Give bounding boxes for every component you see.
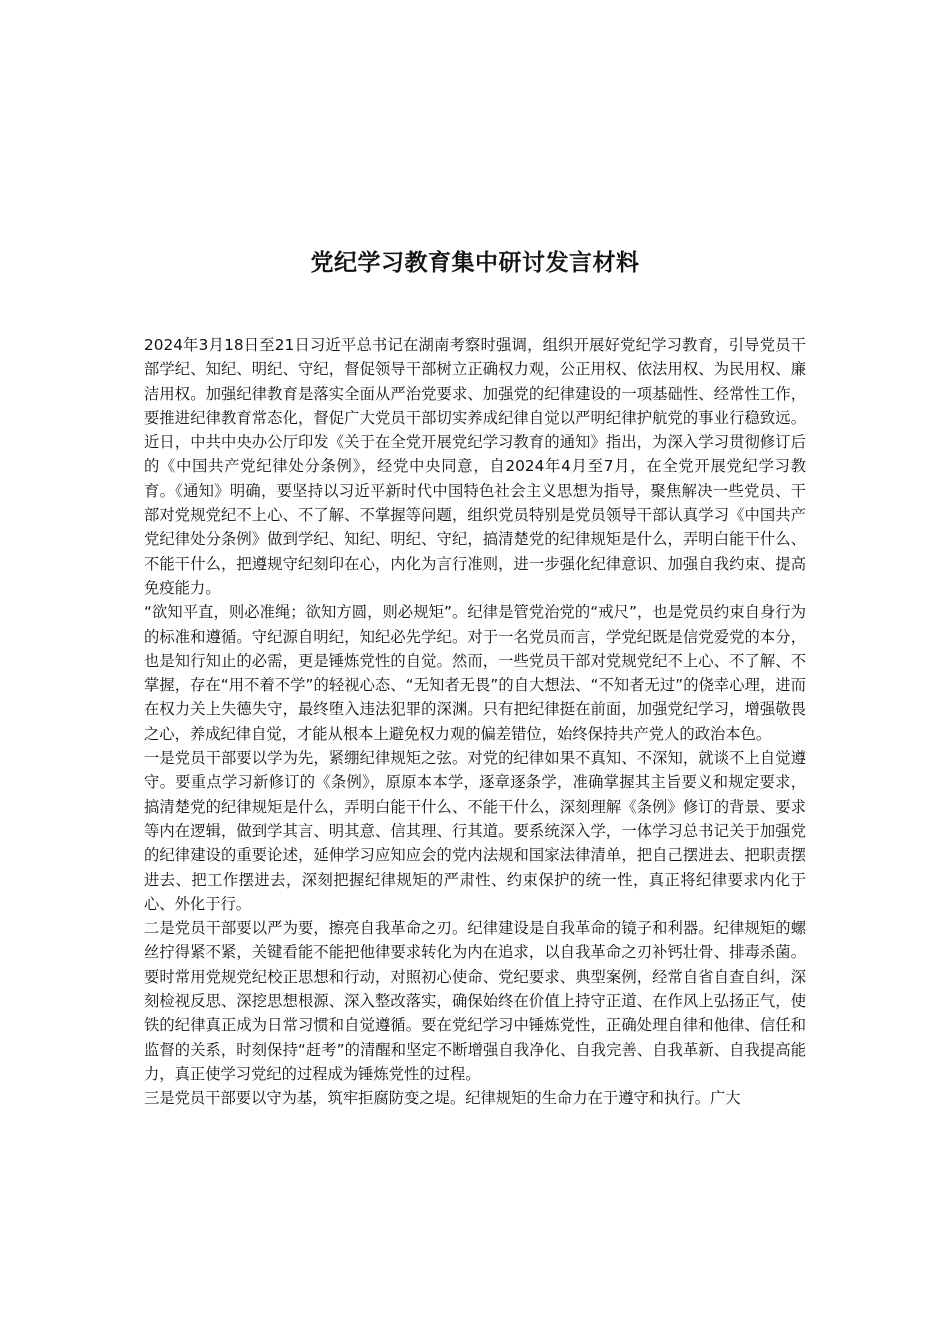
paragraph-point-three: 三是党员干部要以守为基，筑牢拒腐防变之堤。纪律规矩的生命力在于遵守和执行。广大 <box>144 1089 741 1108</box>
paragraph-quote: “欲知平直，则必准绳；欲知方圆，则必规矩”。纪律是管党治党的“戒尺”，也是党员约束自身行为的标准和遵循。守纪源自明纪，知纪必先学纪。对于一名党员而言，学党纪既是信党爱党的本分，也是知行知止的必需，更是锤炼党性的自觉。然而，一些党员干部对党规党纪不上心、不了解、不掌握，存在“用不着不学”的轻视心态、“无知者无畏”的自大想法、“不知者无过”的侥幸心理，进而在权力关上失德失守，最终堕入违法犯罪的深渊。只有把纪律挺在前面，加强党纪学习，增强敬畏之心，养成纪律自觉，才能从根本上避免权力观的偏差错位，始终保持共产党人的政治本色。 <box>144 603 806 743</box>
document-body <box>144 333 806 1213</box>
document-title: 党纪学习教育集中研讨发言材料 <box>310 250 640 276</box>
paragraph-point-one: 一是党员干部要以学为先，紧绷纪律规矩之弦。对党的纪律如果不真知、不深知，就谈不上自觉遵守。要重点学习新修订的《条例》，原原本本学，逐章逐条学，准确掌握其主旨要义和规定要求，搞清楚党的纪律规矩是什么，弄明白能干什么、不能干什么，深刻理解《条例》修订的背景、要求等内在逻辑，做到学其言、明其意、信其理、行其道。要系统深入学，一体学习总书记关于加强党的纪律建设的重要论述，延伸学习应知应会的党内法规和国家法律清单，把自己摆进去、把职责摆进去、把工作摆进去，深刻把握纪律规矩的严肃性、约束保护的统一性，真正将纪律要求内化于心、外化于行。 <box>144 749 806 913</box>
paragraph-point-two: 二是党员干部要以严为要，擦亮自我革命之刃。纪律建设是自我革命的镜子和利器。纪律规矩的螺丝拧得紧不紧，关键看能不能把他律要求转化为内在追求，以自我革命之刃补钙壮骨、排毒杀菌。要时常用党规党纪校正思想和行动，对照初心使命、党纪要求、典型案例，经常自省自查自纠，深刻检视反思、深挖思想根源、深入整改落实，确保始终在价值上持守正道、在作风上弘扬正气，使铁的纪律真正成为日常习惯和自觉遵循。要在党纪学习中锤炼党性，正确处理自律和他律、信任和监督的关系，时刻保持“赶考”的清醒和坚定不断增强自我净化、自我完善、自我革新、自我提高能力，真正使学习党纪的过程成为锤炼党性的过程。 <box>144 919 806 1083</box>
paragraph-intro: 2024年3月18日至21日习近平总书记在湖南考察时强调，组织开展好党纪学习教育，引导党员干部学纪、知纪、明纪、守纪，督促领导干部树立正确权力观，公正用权、依法用权、为民用权、廉洁用权。加强纪律教育是落实全面从严治党要求、加强党的纪律建设的一项基础性、经常性工作，要推进纪律教育常态化，督促广大党员干部切实养成纪律自觉以严明纪律护航党的事业行稳致远。近日，中共中央办公厅印发《关于在全党开展党纪学习教育的通知》指出，为深入学习贯彻修订后的《中国共产党纪律处分条例》，经党中央同意，自2024年4月至7月，在全党开展党纪学习教育。《通知》明确，要坚持以习近平新时代中国特色社会主义思想为指导，聚焦解决一些党员、干部对党规党纪不上心、不了解、不掌握等问题，组织党员特别是党员领导干部认真学习《中国共产党纪律处分条例》做到学纪、知纪、明纪、守纪，搞清楚党的纪律规矩是什么，弄明白能干什么、不能干什么，把遵规守纪刻印在心，内化为言行准则，进一步强化纪律意识、加强自我约束、提高免疫能力。 <box>144 336 806 597</box>
